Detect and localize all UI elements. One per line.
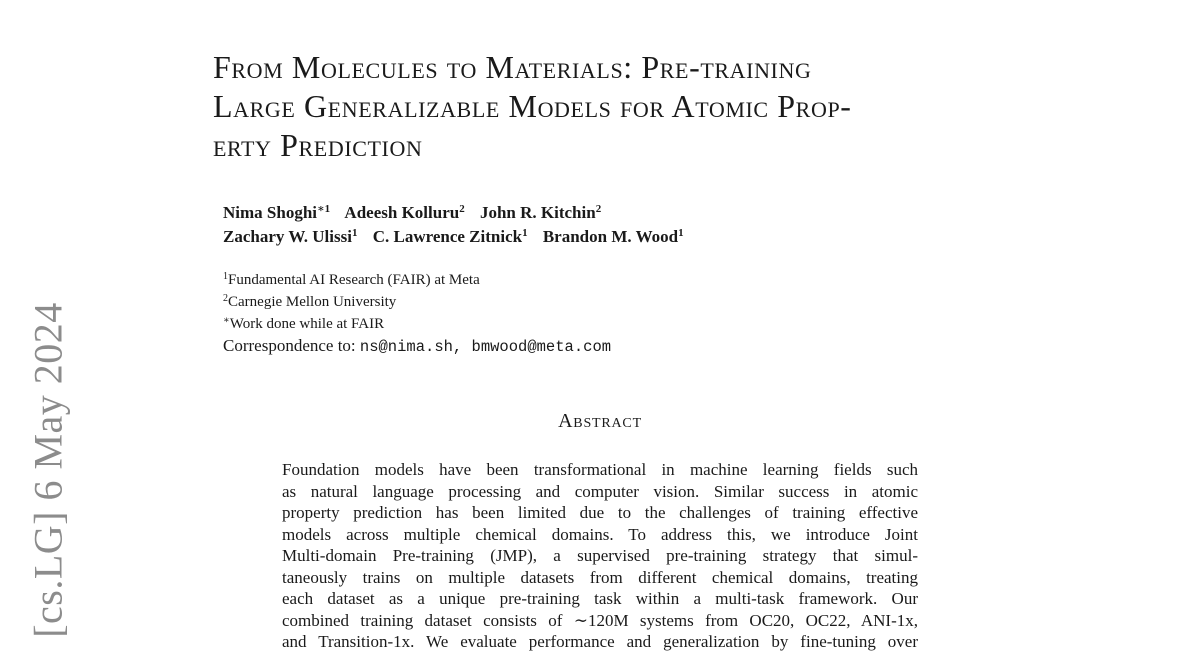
affiliation-mark: 1 (223, 271, 228, 282)
abstract-line: Foundation models have been transformational in machine learning fields such (282, 460, 918, 479)
author-name: C. Lawrence Zitnick (372, 227, 523, 246)
author-row (223, 201, 695, 225)
author-name: Nima Shoghi (223, 203, 317, 222)
author (223, 227, 357, 246)
author (543, 227, 684, 246)
paper-title (213, 48, 1013, 165)
correspondence-label: Correspondence to: (223, 336, 356, 355)
author-affiliation-mark: ∗1 (317, 203, 331, 215)
author (373, 227, 528, 246)
affiliation-text: Work done while at FAIR (229, 316, 385, 332)
author (344, 203, 464, 222)
author-list (223, 201, 695, 249)
author-row (223, 225, 695, 249)
author-affiliation-mark: 2 (595, 203, 602, 215)
author (223, 203, 330, 222)
author-name: John R. Kitchin (479, 203, 596, 222)
author-name: Zachary W. Ulissi (223, 227, 352, 246)
arxiv-identifier-stamp: [cs.LG] 6 May 2024 (25, 302, 71, 638)
title-line: Large Generalizable Models for Atomic Prop- (213, 88, 852, 124)
abstract-line: as natural language processing and computer vision. Similar success in atomic (282, 481, 918, 501)
title-line: erty Prediction (213, 127, 423, 163)
correspondence-emails[interactable]: ns@nima.sh, bmwood@meta.com (359, 338, 612, 356)
affiliation-mark: ∗ (223, 315, 230, 326)
abstract-line: Multi-domain Pre-training (JMP), a supervised pre-training strategy that simul- (282, 546, 918, 565)
affiliation-text: Fundamental AI Research (FAIR) at Meta (228, 272, 480, 288)
affiliation (223, 269, 611, 291)
abstract-heading: Abstract (558, 410, 642, 432)
author-affiliation-mark: 1 (351, 227, 358, 239)
author-affiliation-mark: 1 (522, 227, 528, 239)
author (480, 203, 601, 222)
correspondence-line (223, 335, 611, 358)
author-name: Brandon M. Wood (542, 227, 679, 246)
affiliation-text: Carnegie Mellon University (228, 294, 397, 310)
author-affiliation-mark: 1 (678, 227, 684, 239)
abstract-line: and Transition-1x. We evaluate performance and generalization by fine-tuning over (282, 632, 918, 651)
title-line: From Molecules to Materials: Pre-training (213, 49, 812, 85)
abstract-line: combined training dataset consists of ∼120M systems from OC20, OC22, ANI-1x, (282, 610, 918, 630)
affiliation-block (223, 269, 611, 358)
affiliation (223, 313, 611, 335)
abstract-body (282, 459, 918, 653)
affiliation (223, 291, 611, 313)
affiliation-mark: 2 (223, 293, 228, 304)
abstract-line: each dataset as a unique pre-training task within a multi-task framework. Our (282, 589, 918, 608)
abstract-line: property prediction has been limited due to the challenges of training effective (282, 503, 918, 522)
author-affiliation-mark: 2 (459, 203, 465, 215)
abstract-line: taneously trains on multiple datasets from different chemical domains, treating (282, 567, 918, 587)
author-name: Adeesh Kolluru (344, 203, 460, 222)
abstract-line: models across multiple chemical domains. To address this, we introduce Joint (282, 524, 918, 544)
